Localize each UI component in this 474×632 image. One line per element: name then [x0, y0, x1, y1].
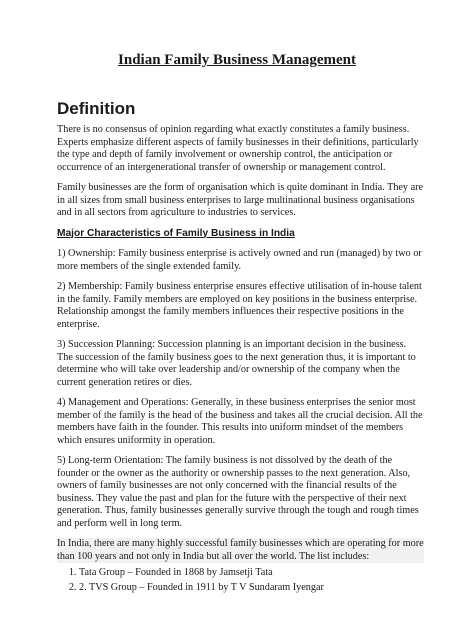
document-title: Indian Family Business Management: [118, 52, 356, 68]
document-body: [57, 124, 424, 596]
definition-paragraph-2: Family businesses are the form of organisation which is quite dominant in India. They are in all sizes from small business enterprises to large multinational business organisations and in all sectors from agriculture to industries to services.: [57, 182, 424, 218]
list-item: 2. 2. TVS Group – Founded in 1911 by T V Sundaram Iyengar: [79, 582, 424, 595]
characteristic-succession: 3) Succession Planning: Succession planning is an important decision in the business. The succession of the family business goes to the next generation thus, it is important to determine who will take over leadership and/or ownership of the company when the current generation retires or dies.: [57, 339, 416, 388]
characteristic-long-term: 5) Long-term Orientation: The family business is not dissolved by the death of the founder or the owner as the authority or ownership passes to the next generation. Also, owners of family businesses are not only concerned with the financial results of the business. They value the past and plan for the future with the perspective of their next generation. Thus, family businesses generally survive through the tough and rough times and perform well in long term.: [57, 455, 419, 529]
definition-paragraph-1: There is no consensus of opinion regarding what exactly constitutes a family business. Experts emphasize different aspects of family businesses in their definitions, particularly the type and depth of family involvement or ownership control, the anticipation or occurrence of an intergenerational transfer of ownership or management control.: [57, 124, 419, 173]
characteristic-membership: 2) Membership: Family business enterprise ensures effective utilisation of in-house talent in the family. Family members are employed on key positions in the business enterprise. Relationship amongst the family members influences their respective positions in the enterprise.: [57, 281, 422, 330]
characteristics-heading: Major Characteristics of Family Business in India: [57, 227, 295, 239]
family-business-list: [57, 567, 424, 594]
characteristic-management: 4) Management and Operations: Generally, in these business enterprises the senior most member of the family is the head of the business and takes all the crucial decision. All the members have faith in the founder. This results into uniform mindset of the members which ensures uniformity in operation.: [57, 397, 423, 446]
list-item: 1. Tata Group – Founded in 1868 by Jamsetji Tata: [79, 567, 424, 580]
list-intro: In India, there are many highly successful family businesses which are operating for more than 100 years and not only in India but all over the world. The list includes:: [57, 538, 424, 562]
characteristic-ownership: 1) Ownership: Family business enterprise is actively owned and run (managed) by two or more members of the single extended family.: [57, 248, 422, 272]
definition-heading: Definition: [57, 99, 136, 118]
